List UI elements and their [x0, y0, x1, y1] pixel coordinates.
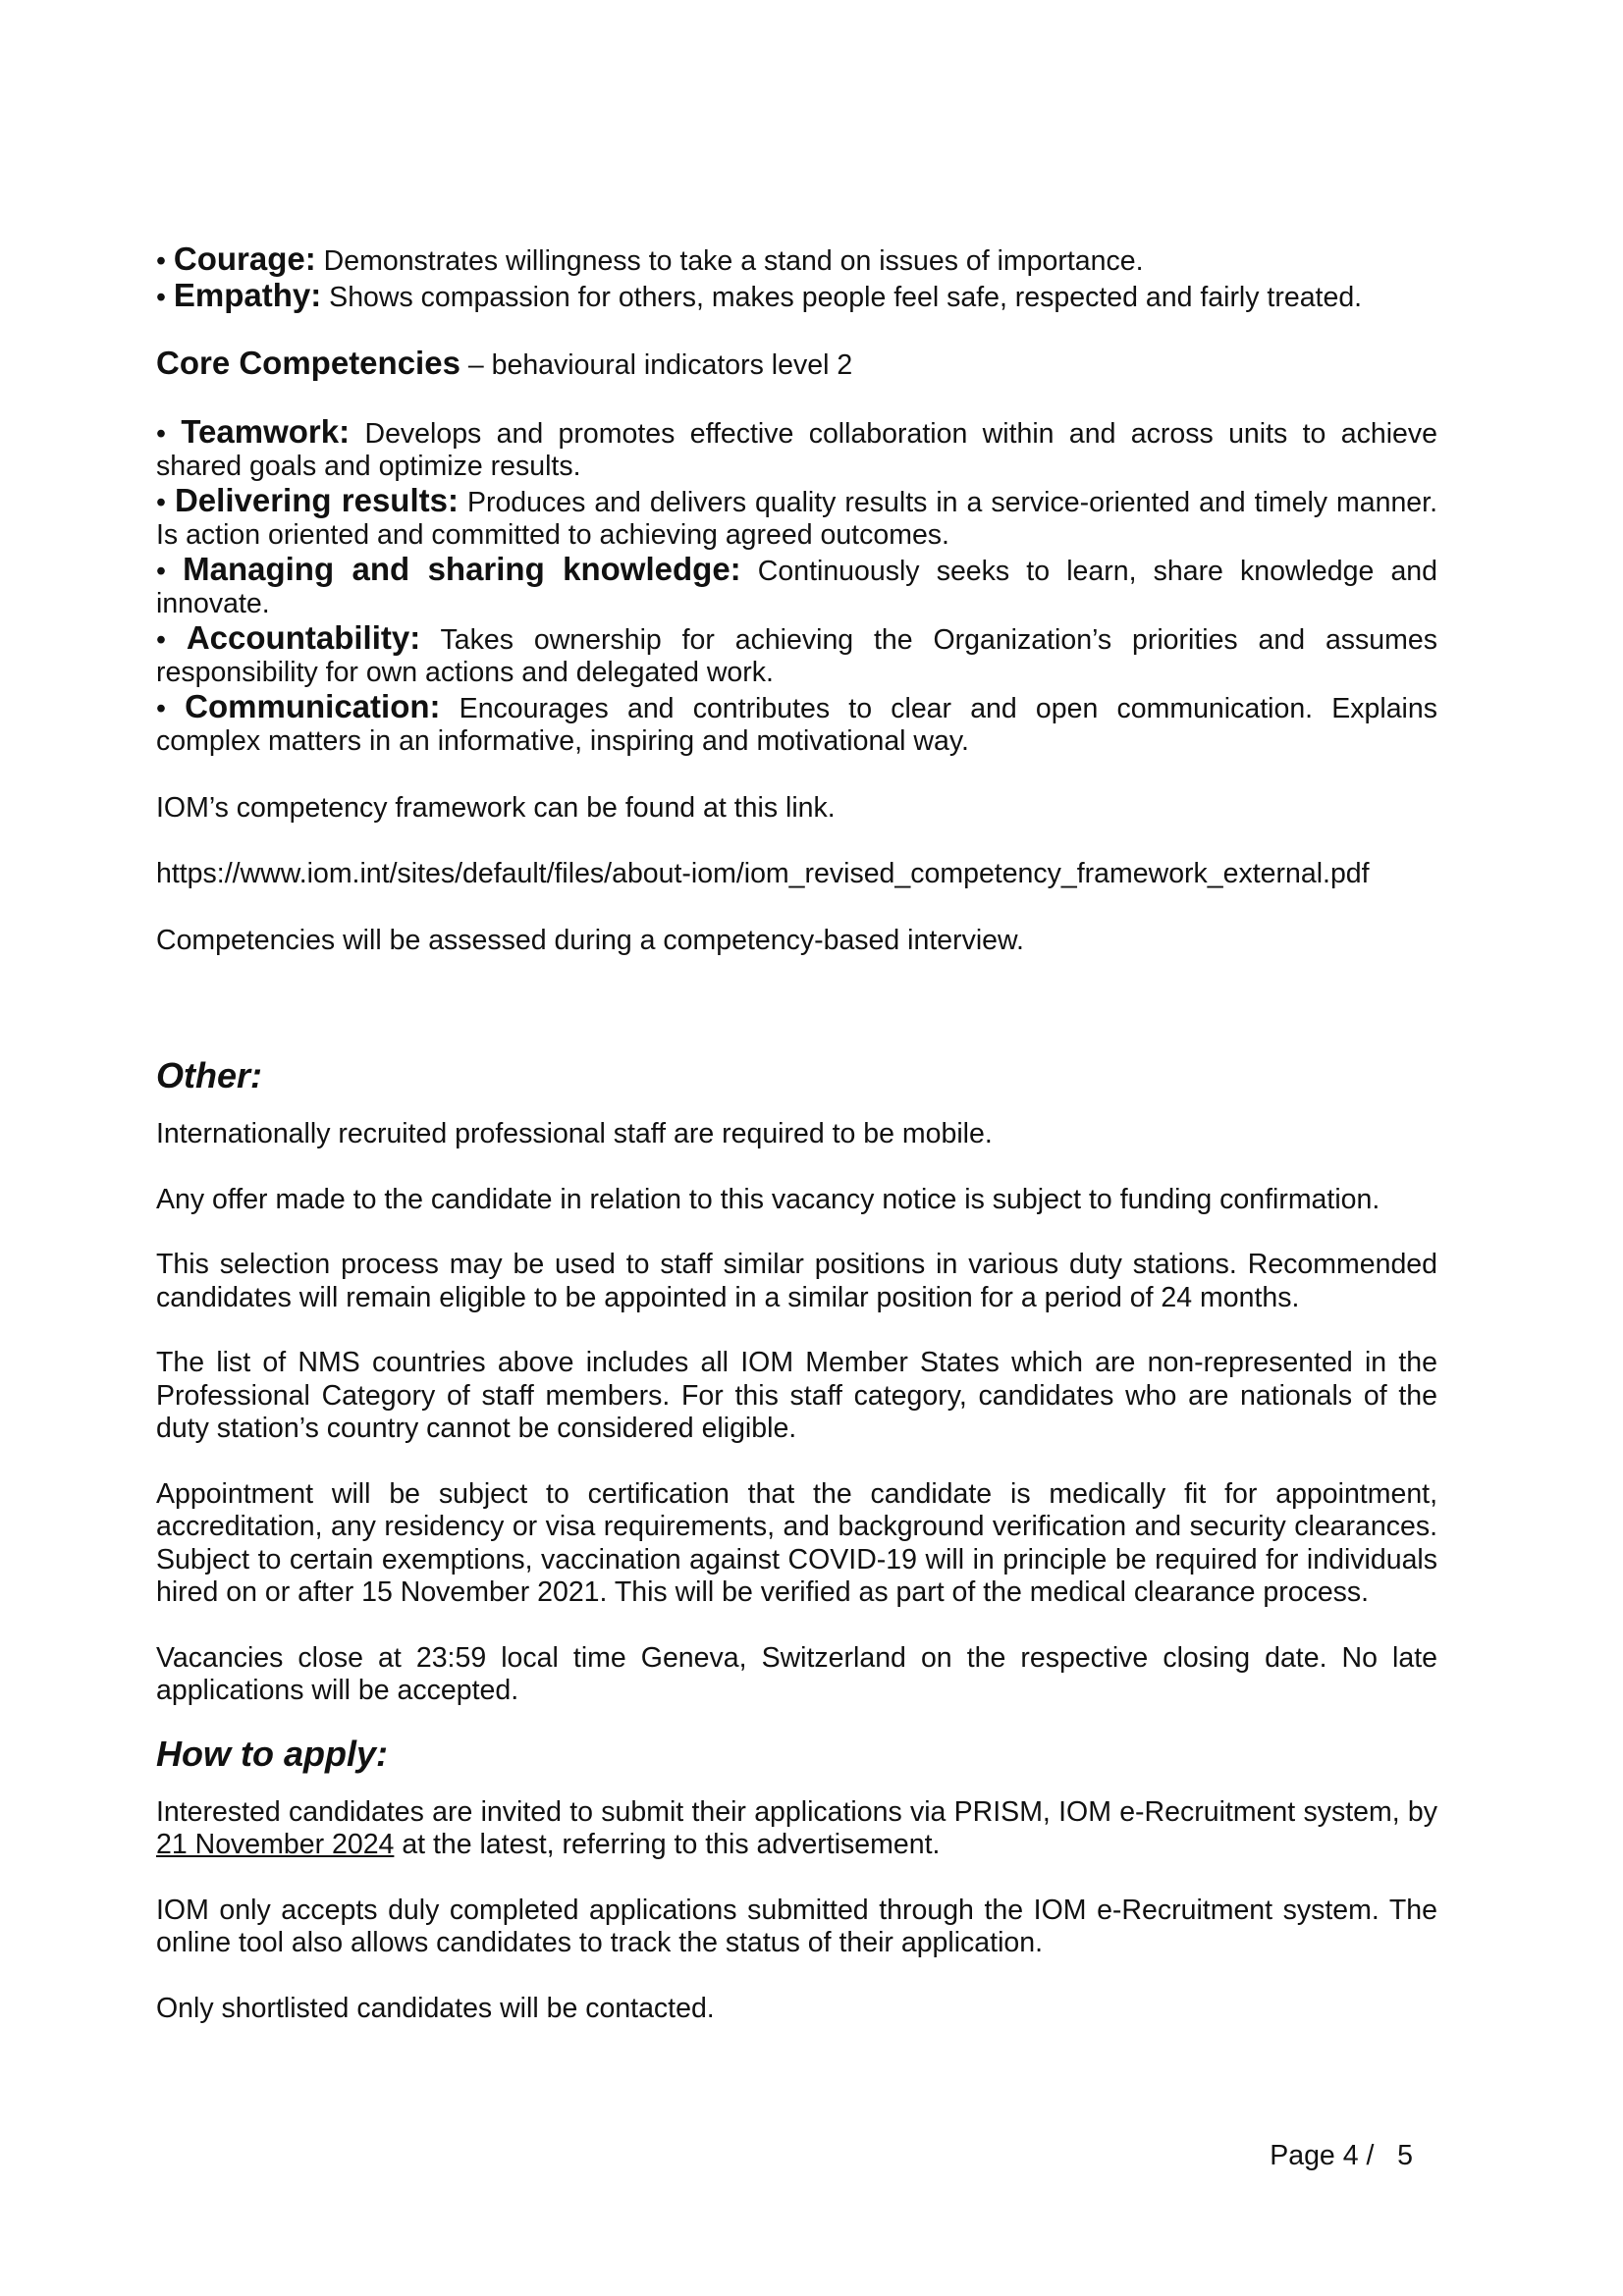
core-item-communication: • Communication: Encourages and contributes to clear and open communication. Explains complex matters in an informative, inspiring and motivational way. [156, 687, 1437, 757]
page-number: Page 4 / 5 [1270, 2140, 1413, 2171]
apply-text: Interested candidates are invited to submit their applications via PRISM, IOM e-Recruitment system, by [156, 1795, 1437, 1828]
empathy-text: Shows compassion for others, makes people feel safe, respected and fairly treated. [321, 281, 1363, 313]
other-paragraph: Internationally recruited professional staff are required to be mobile. [156, 1118, 993, 1149]
core-text: Takes ownership for achieving the Organization’s priorities and assumes responsibility for own actions and delegated work. [156, 623, 1437, 688]
how-to-apply-heading: How to apply: [156, 1733, 388, 1774]
apply-paragraph: Only shortlisted candidates will be contacted. [156, 1992, 715, 2024]
core-text: Continuously seeks to learn, share knowledge and innovate. [156, 555, 1437, 619]
values-courage: • Courage: Demonstrates willingness to take a stand on issues of importance. [156, 240, 1144, 277]
assessment-note: Competencies will be assessed during a competency-based interview. [156, 924, 1024, 956]
core-subheading: – behavioural indicators level 2 [460, 349, 853, 381]
apply-text: at the latest, referring to this advertisement. [394, 1829, 941, 1860]
core-term: Communication: [185, 687, 441, 724]
core-text: Produces and delivers quality results in a service-oriented and timely manner. Is action oriented and committed to achieving agreed outcomes. [156, 486, 1437, 551]
framework-intro: IOM’s competency framework can be found at this link. [156, 791, 836, 824]
other-paragraph: Appointment will be subject to certification that the candidate is medically fit for appointment, accreditation, any residency or visa requirements, and background verification and security clearances. Subject to certain exemptions, vaccination against COVID-19 will in principle be required for individuals hired on or after 15 November 2021. This will be verified as part of the medical clearance process. [156, 1477, 1437, 1608]
core-term: Delivering results: [174, 481, 459, 518]
courage-term: Courage: [173, 240, 316, 277]
apply-paragraph: IOM only accepts duly completed applications submitted through the IOM e-Recruitment system. The online tool also allows candidates to track the status of their application. [156, 1894, 1437, 1958]
framework-link[interactable]: https://www.iom.int/sites/default/files/about-iom/iom_revised_competency_framework_external.pdf [156, 858, 1370, 889]
values-empathy: • Empathy: Shows compassion for others, makes people feel safe, respected and fairly treated. [156, 276, 1363, 313]
core-term: Accountability: [186, 618, 421, 656]
other-paragraph: Any offer made to the candidate in relation to this vacancy notice is subject to funding confirmation. [156, 1183, 1380, 1215]
document-page [156, 242, 1437, 2025]
core-text: Develops and promotes effective collaboration within and across units to achieve shared goals and optimize results. [156, 417, 1437, 482]
other-paragraph: This selection process may be used to staff similar positions in various duty stations. Recommended candidates will remain eligible to be appointed in a similar position for a period of 24 months. [156, 1249, 1437, 1313]
core-term: Teamwork: [181, 412, 351, 450]
core-item-managing-knowledge: • Managing and sharing knowledge: Continuously seeks to learn, share knowledge and innovate. [156, 550, 1437, 619]
core-term: Managing and sharing knowledge: [183, 550, 741, 587]
empathy-term: Empathy: [173, 276, 322, 313]
courage-text: Demonstrates willingness to take a stand on issues of importance. [315, 245, 1144, 277]
core-item-accountability: • Accountability: Takes ownership for achieving the Organization’s priorities and assumes responsibility for own actions and delegated work. [156, 618, 1437, 688]
core-text: Encourages and contributes to clear and open communication. Explains complex matters in an informative, inspiring and motivational way. [156, 692, 1437, 757]
other-paragraph: The list of NMS countries above includes all IOM Member States which are non-represented in the Professional Category of staff members. For this staff category, candidates who are nationals of the duty station’s country cannot be considered eligible. [156, 1347, 1437, 1444]
apply-paragraph [156, 1796, 1437, 1862]
other-paragraph: Vacancies close at 23:59 local time Geneva, Switzerland on the respective closing date. No late applications will be accepted. [156, 1641, 1437, 1706]
core-item-delivering-results: • Delivering results: Produces and delivers quality results in a service-oriented and timely manner. Is action oriented and committed to achieving agreed outcomes. [156, 481, 1437, 551]
core-item-teamwork: • Teamwork: Develops and promotes effective collaboration within and across units to achieve shared goals and optimize results. [156, 412, 1437, 482]
core-heading: Core Competencies [156, 345, 460, 381]
other-heading: Other: [156, 1055, 262, 1095]
closing-date: 21 November 2024 [156, 1829, 395, 1860]
core-competencies-heading [156, 347, 1437, 383]
